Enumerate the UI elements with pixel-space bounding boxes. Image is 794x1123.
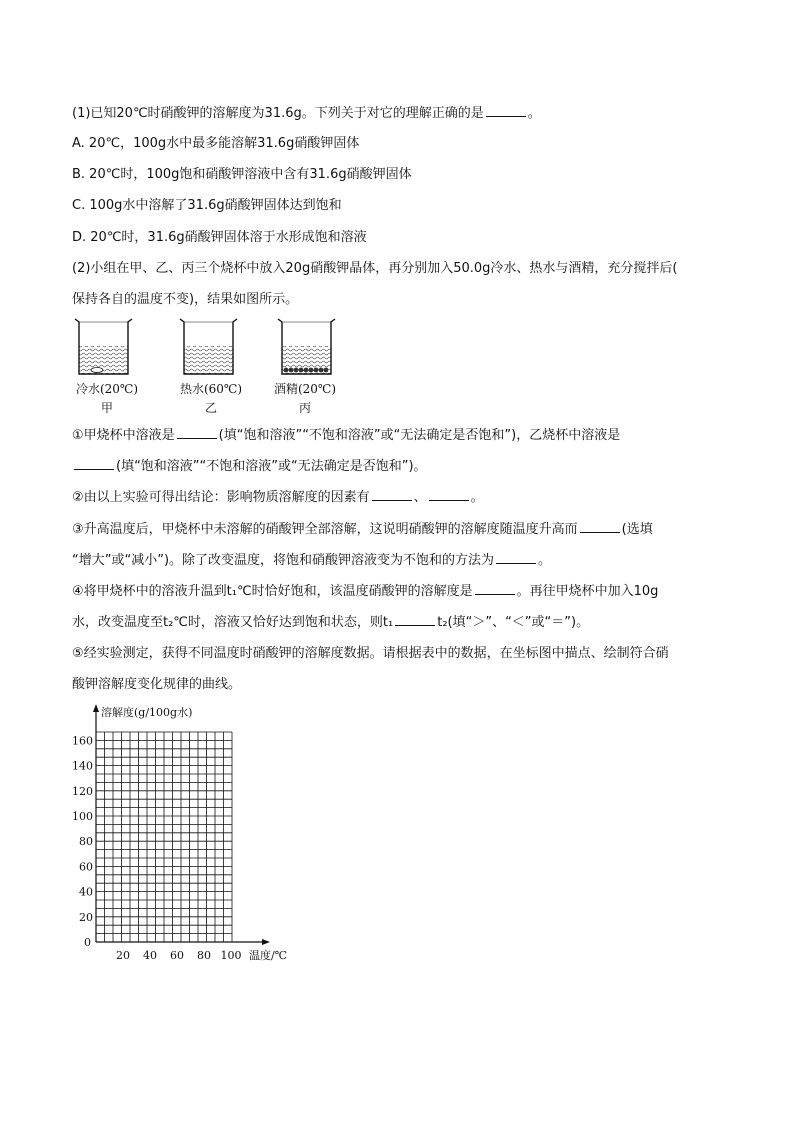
undissolved-crystals xyxy=(284,368,329,373)
y-axis-arrow xyxy=(93,704,99,712)
y-tick-label: 120 xyxy=(72,784,93,798)
sub5-line1: ⑤经实验测定，获得不同温度时硝酸钾的溶解度数据。请根据表中的数据，在坐标图中描点、绘制符合硝 xyxy=(72,646,669,661)
beaker-label-3: 酒精(20℃) xyxy=(273,382,337,396)
beaker-yi xyxy=(180,319,237,374)
beaker-name-1: 甲 xyxy=(100,401,113,415)
grid-lines xyxy=(96,732,232,942)
sub1-line2: (填“饱和溶液”“不饱和溶液”或“无法确定是否饱和”)。 xyxy=(72,457,427,476)
answer-blank[interactable] xyxy=(429,488,469,501)
solubility-grid[interactable] xyxy=(66,700,306,968)
answer-blank[interactable] xyxy=(486,104,526,117)
x-tick-label: 80 xyxy=(197,949,211,962)
sub3-line2: “增大”或“减小”)。除了改变温度，将饱和硝酸钾溶液变为不饱和的方法为 。 xyxy=(72,553,552,568)
answer-blank[interactable] xyxy=(580,520,620,533)
sub2-line: ②由以上实验可得出结论：影响物质溶解度的因素有 、 。 xyxy=(72,490,484,505)
y-tick-label: 80 xyxy=(79,835,93,849)
y-tick-label: 160 xyxy=(72,734,93,748)
option-b: B. 20℃时，100g饱和硝酸钾溶液中含有31.6g硝酸钾固体 xyxy=(72,167,412,182)
beaker-label-1: 冷水(20℃) xyxy=(75,382,139,396)
sub3-line1: ③升高温度后，甲烧杯中未溶解的硝酸钾全部溶解，这说明硝酸钾的溶解度随温度升高而 (选填 xyxy=(72,522,653,537)
y-tick-label: 140 xyxy=(72,759,93,773)
y-tick-label: 100 xyxy=(72,810,93,823)
beaker-jia xyxy=(75,319,132,374)
q2-stem-line2: 保持各自的温度不变)，结果如图所示。 xyxy=(72,292,299,307)
origin-label: 0 xyxy=(84,936,91,949)
option-d: D. 20℃时，31.6g硝酸钾固体溶于水形成饱和溶液 xyxy=(72,230,367,245)
answer-blank[interactable] xyxy=(496,551,536,564)
x-tick-label: 60 xyxy=(170,949,184,962)
answer-blank[interactable] xyxy=(475,582,515,595)
undissolved-crystals xyxy=(91,368,103,373)
x-tick-label: 20 xyxy=(116,949,130,962)
x-tick-label: 100 xyxy=(220,949,242,962)
beaker-label-2: 热水(60℃) xyxy=(179,382,243,396)
sub5-line2: 酸钾溶解度变化规律的曲线。 xyxy=(72,677,242,692)
sub4-line2: 水，改变温度至t₂℃时，溶液又恰好达到饱和状态，则t₁ t₂(填“＞”、“＜”或“＝”)。 xyxy=(72,615,590,630)
q1-stem: (1)已知20℃时硝酸钾的溶解度为31.6g。下列关于对它的理解正确的是 。 xyxy=(72,106,541,121)
answer-blank[interactable] xyxy=(372,488,412,501)
option-a: A. 20℃，100g水中最多能溶解31.6g硝酸钾固体 xyxy=(72,136,360,151)
beaker-name-2: 乙 xyxy=(204,401,217,415)
beaker-name-3: 丙 xyxy=(298,401,311,415)
beakers-figure xyxy=(70,316,370,380)
q2-stem-line1: (2)小组在甲、乙、丙三个烧杯中放入20g硝酸钾晶体，再分别加入50.0g冷水、热水与酒精，充分搅拌后( xyxy=(72,261,678,276)
sub1-line1: ①甲烧杯中溶液是 (填“饱和溶液”“不饱和溶液”或“无法确定是否饱和”)，乙烧杯中溶液是 xyxy=(72,428,621,443)
x-tick-label: 40 xyxy=(143,949,157,962)
answer-blank[interactable] xyxy=(74,457,114,470)
answer-blank[interactable] xyxy=(177,426,217,439)
answer-blank[interactable] xyxy=(395,613,435,626)
sub4-line1: ④将甲烧杯中的溶液升温到t₁℃时恰好饱和，该温度硝酸钾的溶解度是 。再往甲烧杯中加入10g xyxy=(72,584,659,599)
y-tick-label: 60 xyxy=(79,860,93,874)
x-axis-arrow xyxy=(262,939,270,945)
y-tick-label: 20 xyxy=(79,910,93,924)
option-c: C. 100g水中溶解了31.6g硝酸钾固体达到饱和 xyxy=(72,198,342,213)
y-axis-label: 溶解度(g/100g水) xyxy=(101,706,193,719)
x-axis-label: 温度/℃ xyxy=(249,949,288,962)
y-tick-label: 40 xyxy=(79,885,93,899)
beaker-bing xyxy=(278,319,335,374)
